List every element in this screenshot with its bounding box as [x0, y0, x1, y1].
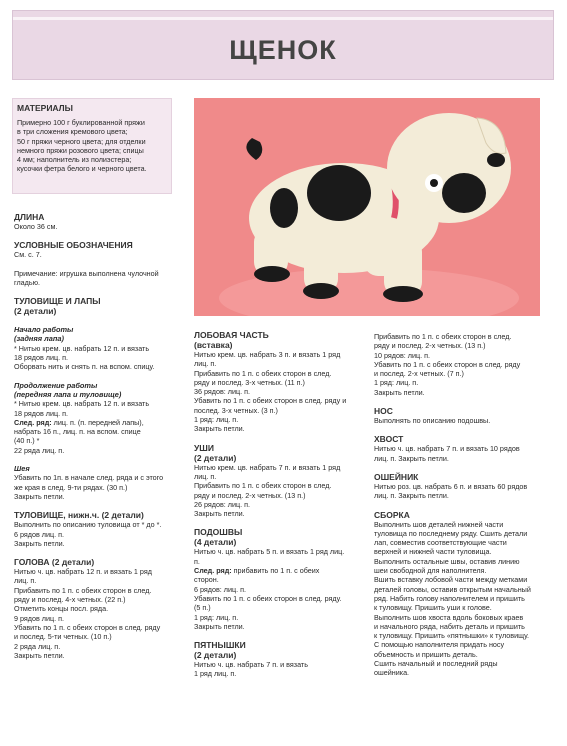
- length-heading: ДЛИНА: [14, 212, 45, 222]
- ears-subheading: (2 детали): [194, 452, 237, 463]
- cont-line: 18 рядов лиц. п.: [14, 408, 69, 418]
- front-line: Закрыть петли.: [194, 424, 245, 434]
- front-line: Прибавить по 1 п. с обеих сторон в след.: [194, 368, 332, 378]
- front-line: ряду и послед. 3-х четных. (11 п.): [194, 377, 305, 387]
- front-line: Убавить по 1 п. с обеих сторон в след. ряду и: [194, 396, 347, 406]
- head-line: Нитью ч. цв. набрать 12 п. и вязать 1 ряд: [14, 567, 152, 577]
- start-line: 18 рядов лиц. п.: [14, 353, 69, 363]
- head-line: Закрыть петли.: [14, 650, 65, 660]
- ears-line: Нитью крем. цв. набрать 7 п. и вязать 1 ряд: [194, 462, 341, 472]
- assembly-line: и начального ряда, набить деталь и пришить: [374, 621, 525, 631]
- assembly-line: туловища по последнему ряду. Сшить детали: [374, 528, 528, 538]
- cont-subheading: (передняя лапа и туловище): [14, 389, 122, 399]
- assembly-heading: СБОРКА: [374, 509, 410, 520]
- soles-subheading: (4 детали): [194, 537, 237, 548]
- legend-text: См. с. 7.: [14, 250, 42, 260]
- note-line: Примечание: игрушка выполнена чулочной: [14, 268, 159, 278]
- length-text: Около 36 см.: [14, 222, 58, 231]
- assembly-line: к туловищу. Пришить «пятнышки» к туловищу.: [374, 631, 529, 641]
- next-line: набрать 16 п., лиц. п. на вспом. спице: [14, 427, 141, 437]
- assembly-line: ошейника.: [374, 668, 410, 678]
- ears-line: ряду и послед. 2-х четных. (13 п.): [194, 490, 306, 500]
- next-row-line: [14, 418, 180, 427]
- soles-line: (5 п.): [194, 603, 211, 613]
- puppy-illustration: [194, 98, 540, 316]
- soles-line: Закрыть петли.: [194, 621, 245, 631]
- materials-heading: МАТЕРИАЛЫ: [17, 103, 73, 113]
- head-line: лиц. п.: [14, 576, 37, 586]
- soles-line: 1 ряд: лиц. п.: [194, 612, 239, 622]
- spots-line: Нитью ч. цв. набрать 7 п. и вязать: [194, 660, 308, 670]
- next-row-text: лиц. п. (п. передней лапы),: [51, 417, 144, 427]
- assembly-line: лап, совместив соответствующие части: [374, 538, 507, 548]
- next-row-label: След. ряд:: [14, 417, 52, 427]
- soles-line: 6 рядов: лиц. п.: [194, 584, 247, 594]
- collar-heading: ОШЕЙНИК: [374, 471, 419, 482]
- lower-heading: ТУЛОВИЩЕ, нижн.ч. (2 детали): [14, 510, 144, 521]
- soles-line: п.: [194, 556, 200, 566]
- intro-line: Убавить по 1 п. с обеих сторон в след. ряду: [374, 359, 521, 369]
- cont-line: * Нитью крем. цв. набрать 12 п. и вязать: [14, 399, 150, 409]
- ears-line: Закрыть петли.: [194, 509, 245, 519]
- assembly-line: Выполнить остальные швы, оставив линию: [374, 556, 520, 566]
- ears-line: Прибавить по 1 п. с обеих сторон в след.: [194, 481, 332, 491]
- start-heading: Начало работы: [14, 325, 74, 335]
- cont-heading: Продолжение работы: [14, 380, 98, 390]
- head-line: Отметить концы посл. ряда.: [14, 604, 109, 614]
- soles-next-label: След. ряд:: [194, 566, 232, 576]
- intro-line: ряду и послед. 2-х четных. (13 п.): [374, 341, 486, 351]
- front-subheading: (вставка): [194, 340, 233, 350]
- soles-line: Нитью ч. цв. набрать 5 п. и вязать 1 ряд лиц.: [194, 547, 345, 557]
- head-line: Прибавить по 1 п. с обеих сторон в след.: [14, 585, 152, 595]
- lower-line: Закрыть петли.: [14, 538, 65, 548]
- intro-line: Закрыть петли.: [374, 387, 425, 397]
- puppy-photo: [194, 98, 540, 316]
- materials-line: 50 г пряжи черного цвета; для отделки: [17, 136, 146, 146]
- assembly-line: к туловищу. Пришить уши к голове.: [374, 603, 492, 613]
- materials-line: Примерно 100 г буклированной пряжи: [17, 118, 145, 127]
- ears-line: лиц. п.: [194, 471, 217, 481]
- assembly-line: объемность и пришить деталь.: [374, 649, 478, 659]
- start-line: * Нитью крем. цв. набрать 12 п. и вязать: [14, 343, 150, 353]
- spots-line: 1 ряд лиц. п.: [194, 669, 237, 679]
- body-subheading: (2 детали): [14, 306, 57, 317]
- nose-text: Выполнять по описанию подошвы.: [374, 416, 491, 426]
- head-line: Убавить по 1 п. с обеих сторон в след. ряду: [14, 622, 161, 632]
- neck-heading: Шея: [14, 464, 30, 474]
- head-line: ряду и послед. 4-х четных. (22 п.): [14, 595, 126, 605]
- ears-line: 26 рядов: лиц. п.: [194, 499, 251, 509]
- head-line: 9 рядов лиц. п.: [14, 613, 65, 623]
- intro-line: и послед. 2-х четных. (7 п.): [374, 369, 464, 379]
- tail-line: лиц. п. Закрыть петли.: [374, 453, 449, 463]
- assembly-line: Сшить начальный и последний ряды: [374, 659, 498, 669]
- materials-line: в три сложения кремового цвета;: [17, 127, 128, 137]
- front-line: лиц. п.: [194, 359, 217, 369]
- materials-box: [12, 98, 172, 194]
- front-line: Нитью крем. цв. набрать 3 п. и вязать 1 ряд: [194, 350, 341, 359]
- left-column: [14, 212, 180, 660]
- start-subheading: (задняя лапа): [14, 334, 64, 344]
- neck-line: же края в след. 9-ти рядах. (30 п.): [14, 482, 128, 492]
- soles-line: Убавить по 1 п. с обеих сторон в след. ряду.: [194, 593, 342, 603]
- materials-line: немного пряжи розового цвета; спицы: [17, 145, 144, 155]
- head-heading: ГОЛОВА (2 детали): [14, 557, 95, 568]
- title-stripe: [13, 17, 553, 20]
- middle-column: [194, 330, 366, 679]
- front-heading: ЛОБОВАЯ ЧАСТЬ: [194, 330, 269, 340]
- next-line: (40 п.) *: [14, 436, 40, 446]
- body-heading: ТУЛОВИЩЕ И ЛАПЫ: [14, 296, 101, 307]
- assembly-line: верхней и нижней части туловища.: [374, 547, 492, 557]
- lower-line: Выполнить по описанию туловища от * до *.: [14, 520, 162, 530]
- materials-line: 4 мм; наполнитель из полиэстера;: [17, 155, 132, 165]
- collar-line: лиц. п. Закрыть петли.: [374, 491, 449, 501]
- soles-heading: ПОДОШВЫ: [194, 527, 243, 538]
- head-line: 2 ряда лиц. п.: [14, 641, 61, 651]
- tail-line: Нитью ч. цв. набрать 7 п. и вязать 10 рядов: [374, 444, 520, 454]
- assembly-line: С помощью наполнителя придать носу: [374, 640, 505, 650]
- soles-next-text: прибавить по 1 п. с обеих: [231, 566, 320, 576]
- soles-line: сторон.: [194, 575, 219, 585]
- note-line: гладью.: [14, 277, 40, 287]
- tail-heading: ХВОСТ: [374, 434, 404, 445]
- assembly-line: шеи свободной для наполнителя.: [374, 566, 487, 576]
- neck-line: Закрыть петли.: [14, 491, 65, 501]
- intro-line: 1 ряд: лиц. п.: [374, 378, 419, 388]
- front-line: 36 рядов: лиц. п.: [194, 387, 251, 397]
- page-title: ЩЕНОК: [229, 35, 337, 65]
- collar-line: Нитью роз. цв. набрать 6 п. и вязать 60 рядов: [374, 481, 528, 491]
- front-line: послед. 3-х четных. (3 п.): [194, 405, 278, 415]
- neck-line: Убавить по 1п. в начале след. ряда и с этого: [14, 473, 164, 483]
- assembly-line: Вшить вставку лобовой части между метками: [374, 575, 528, 585]
- lower-line: 6 рядов лиц. п.: [14, 529, 65, 539]
- assembly-line: деталей головы, оставив открытым начальный: [374, 584, 531, 594]
- start-line: Оборвать нить и снять п. на вспом. спицу.: [14, 362, 155, 372]
- nose-heading: НОС: [374, 406, 393, 417]
- front-line: 1 ряд: лиц. п.: [194, 415, 239, 425]
- intro-line: Прибавить по 1 п. с обеих сторон в след.: [374, 332, 512, 341]
- materials-line: кусочки фетра белого и черного цвета.: [17, 164, 147, 174]
- spots-heading: ПЯТНЫШКИ: [194, 640, 246, 651]
- title-band: [12, 10, 554, 80]
- spots-subheading: (2 детали): [194, 650, 237, 661]
- right-column: [374, 332, 554, 678]
- next-line: 22 ряда лиц. п.: [14, 445, 65, 455]
- assembly-line: Выполнить шов деталей нижней части: [374, 519, 504, 529]
- legend-heading: УСЛОВНЫЕ ОБОЗНАЧЕНИЯ: [14, 240, 133, 251]
- ears-heading: УШИ: [194, 442, 214, 453]
- soles-next-line: [194, 566, 366, 575]
- assembly-line: Выполнить шов хвоста вдоль боковых краев: [374, 612, 524, 622]
- intro-line: 10 рядов: лиц. п.: [374, 350, 431, 360]
- assembly-line: ряд. Набить голову наполнителем и пришить: [374, 593, 525, 603]
- head-line: и послед. 5-ти четных. (10 п.): [14, 632, 112, 642]
